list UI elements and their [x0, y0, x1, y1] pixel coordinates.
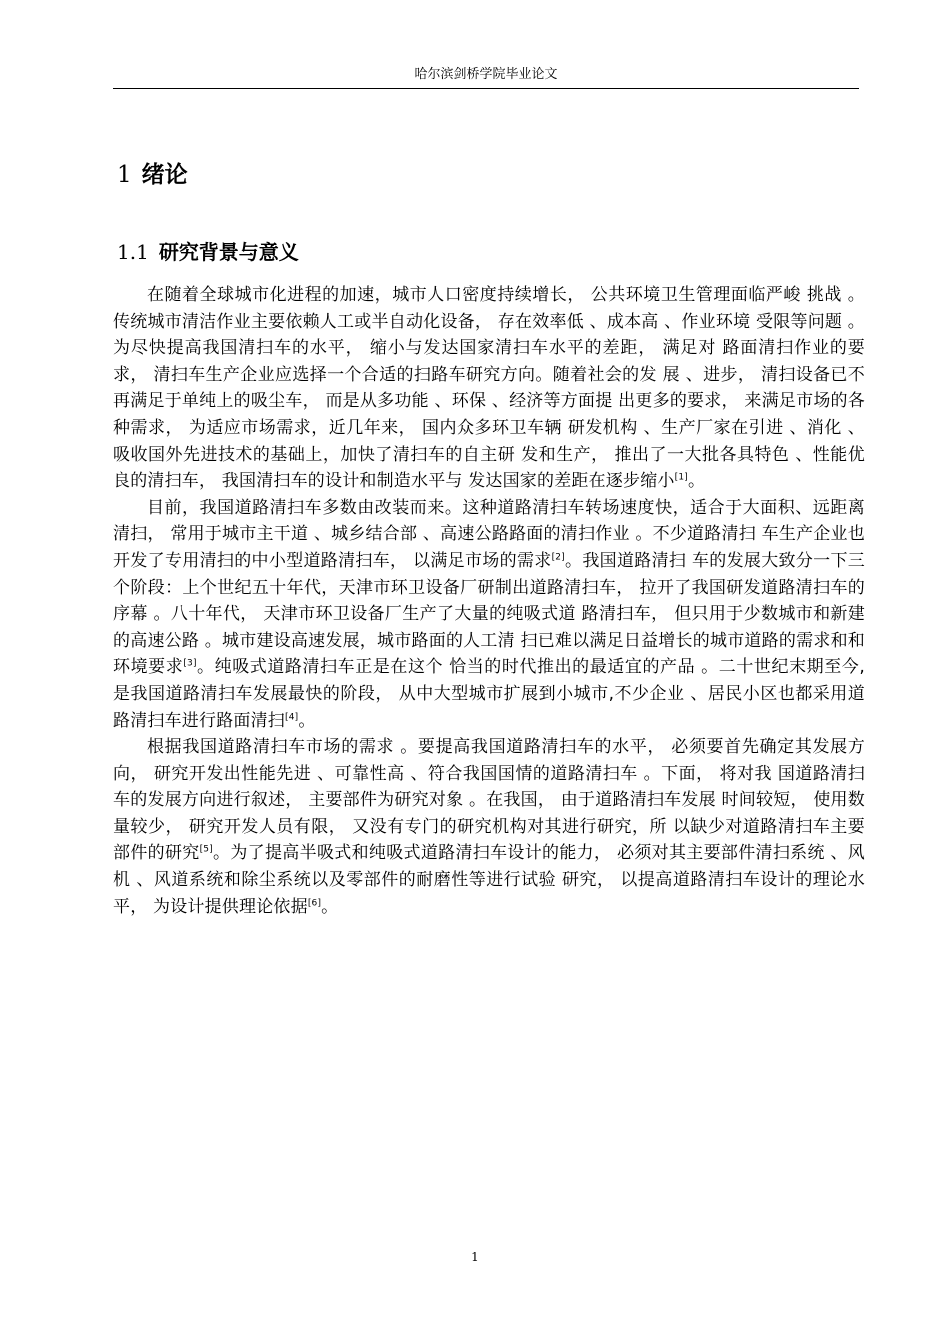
paragraph-2	[113, 495, 865, 734]
section-title: 研究背景与意义	[158, 240, 299, 264]
paragraph-3	[113, 734, 865, 920]
citation: [3]	[183, 658, 197, 669]
body-text	[113, 282, 865, 920]
paragraph-text: 。	[321, 896, 339, 917]
page-number: 1	[471, 1250, 479, 1264]
paragraph-text: 根据我国道路清扫车市场的需求 。要提高我国道路清扫车的水平， 必须要首先确定其发展方向， 研究开发出性能先进 、可靠性高 、符合我国国情的道路清扫车 。下面， 将对我 国道路清扫车的发展方向进行叙述， 主要部件为研究对象 。在我国， 由于道路清扫车发展 时间较短， 使用数量较少， 研究开发人员有限， 又没有专门的研究机构对其进行研究，所 以缺少对道路清扫车主要部件的研究	[113, 737, 865, 864]
chapter-number: 1	[117, 162, 132, 188]
paragraph-text: 。	[687, 471, 706, 492]
citation: [6]	[307, 898, 322, 908]
citation: [1]	[674, 472, 688, 483]
paragraph-text: 。纯吸式道路清扫车正是在这个 恰当的时代推出的最适宜的产品 。二十世纪末期至今,是我国道路清扫车发展最快的阶段， 从中大型城市扩展到小城市,不少企业 、居民小区也都采用道路清扫车进行路面清扫	[113, 657, 865, 731]
citation: [4]	[285, 711, 299, 722]
citation: [5]	[199, 844, 213, 855]
paragraph-text: 。为了提高半吸式和纯吸式道路清扫车设计的能力， 必须对其主要部件清扫系统 、风机 、风道系统和除尘系统以及零部件的耐磨性等进行试验 研究， 以提高道路清扫车设计的理论水平， 为设计提供理论依据	[113, 843, 866, 917]
paragraph-text: 。	[298, 710, 316, 731]
section-heading	[117, 236, 299, 268]
chapter-heading	[117, 158, 188, 192]
paragraph-1	[113, 282, 865, 495]
paragraph-text: 。我国道路清扫 车的发展大致分一下三个阶段：上个世纪五十年代，天津市环卫设备厂研制出道路清扫车， 拉开了我国研发道路清扫车的序幕 。八十年代， 天津市环卫设备厂生产了大量的纯吸式道 路清扫车， 但只用于少数城市和新建的高速公路 。城市建设高速发展，城市路面的人工清 扫已难以满足日益增长的城市道路的需求和和环境要求	[113, 550, 865, 678]
section-number: 1.1	[117, 240, 149, 264]
header-divider	[113, 88, 859, 89]
header-title: 哈尔滨剑桥学院毕业论文	[414, 67, 558, 82]
citation: [2]	[551, 552, 565, 563]
chapter-title: 绪论	[141, 162, 188, 188]
paragraph-text: 在随着全球城市化进程的加速，城市人口密度持续增长， 公共环境卫生管理面临严峻 挑战 。传统城市清洁作业主要依赖人工或半自动化设备， 存在效率低 、成本高 、作业环境 受限等问题 。为尽快提高我国清扫车的水平， 缩小与发达国家清扫车水平的差距， 满足对 路面清扫作业的要求， 清扫车生产企业应选择一个合适的扫路车研究方向。随着社会的发 展 、进步， 清扫设备已不再满足于单纯上的吸尘车， 而是从多功能 、环保 、经济等方面提 出更多的要求， 来满足市场的各种需求， 为适应市场需求，近几年来， 国内众多环卫车辆 研发机构 、生产厂家在引进 、消化 、吸收国外先进技术的基础上，加快了清扫车的自主研 发和生产， 推出了一大批各具特色 、性能优良的清扫车， 我国清扫车的设计和制造水平与 发达国家的差距在逐步缩小	[113, 285, 865, 492]
paragraph-text: 目前，我国道路清扫车多数由改装而来。这种道路清扫车转场速度快，适合于大面积、远距离清扫， 常用于城市主干道 、城乡结合部 、高速公路路面的清扫作业 。不少道路清扫 车生产企业也开发了专用清扫的中小型道路清扫车， 以满足市场的需求	[113, 497, 865, 571]
running-header	[113, 66, 859, 84]
